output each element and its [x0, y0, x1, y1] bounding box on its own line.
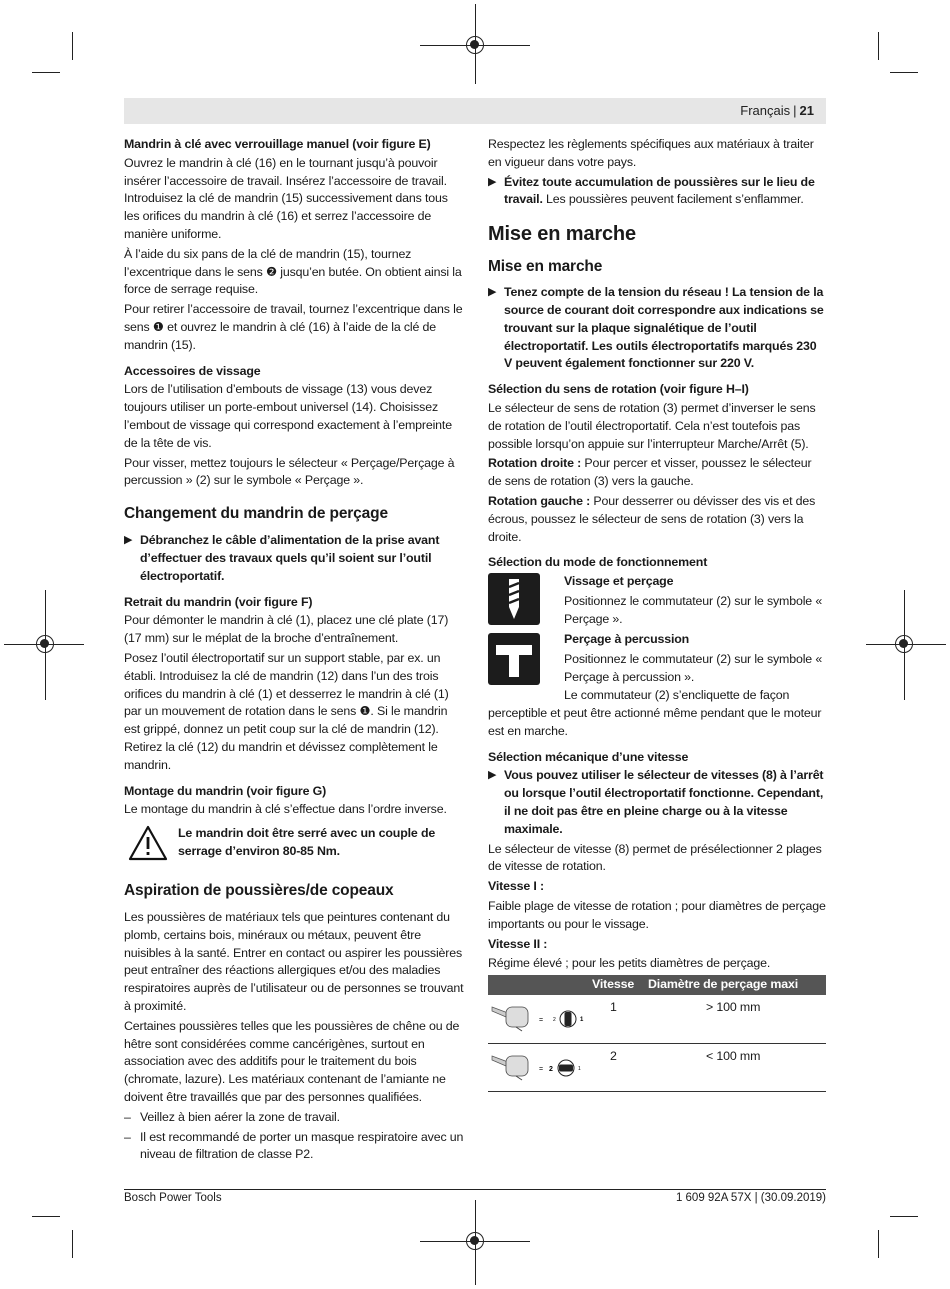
paragraph: [488, 493, 826, 546]
drill-chuck-speed-1-icon: [488, 999, 588, 1039]
mode-text: Positionnez le commutateur (2) sur le symbole « Perçage à percussion ».: [564, 651, 823, 684]
bullet-strong: Évitez toute accumulation de poussières sur le lieu de travail.: [504, 174, 815, 207]
header-language: Français: [740, 103, 791, 118]
paragraph: Régime élevé ; pour les petits diamètres de perçage.: [488, 956, 771, 971]
warning-bullet: [124, 532, 464, 585]
registration-mark: [466, 36, 484, 54]
paragraph: Le montage du mandrin à clé s’effectue dans l’ordre inverse.: [124, 802, 447, 817]
crop-mark: [32, 1216, 60, 1217]
footer-rule: [124, 1189, 826, 1190]
crop-mark: [890, 1216, 918, 1217]
bullet-text: Tenez compte de la tension du réseau ! La tension de la source de courant doit correspondre aux indications se trouvant sur la plaque signalétique de l’outil électroportatif. Les outils électroportatifs marqués 230 V peuvent également fonctionner sur 220 V.: [504, 285, 824, 371]
warning-bullet: [488, 767, 826, 838]
paragraph: Pour retirer l’accessoire de travail, tournez l’excentrique dans le sens ❶ et ouvrez le mandrin à clé (16) à l’aide de la clé de mandrin (15).: [124, 302, 463, 352]
rotation-right-label: Rotation droite :: [488, 456, 582, 471]
section-heading: Changement du mandrin de perçage: [124, 505, 388, 523]
drill-chuck-speed-2-icon: [488, 1048, 588, 1088]
page-number: 21: [799, 103, 814, 118]
list-item: – Veillez à bien aérer la zone de travail.: [124, 1109, 340, 1124]
list-item-text: Il est recommandé de porter un masque respiratoire avec un niveau de filtration de classe P2.: [140, 1129, 464, 1162]
section-heading: Mise en marche: [488, 258, 603, 276]
paragraph: Certaines poussières telles que les poussières de chêne ou de hêtre sont considérées comme cancérigènes, surtout en association avec des additifs pour le traitement du bois (chromate, lazure). Les matériaux contenant de l’amiante ne doivent être travaillés que par des personnes qualifiées.: [124, 1018, 460, 1105]
warning-note: [124, 825, 464, 867]
table-header-diameter: Diamètre de perçage maxi: [644, 975, 826, 995]
header-separator: |: [793, 103, 797, 118]
paragraph: À l’aide du six pans de la clé de mandrin (15), tournez l’excentrique dans le sens ❷ jusqu’en butée. On obtient ainsi la force de serrage requise.: [124, 246, 462, 297]
paragraph: Respectez les règlements spécifiques aux matériaux à traiter en vigueur dans votre pays.: [488, 137, 814, 169]
crop-mark: [32, 72, 60, 73]
table-row: [488, 1043, 826, 1091]
pic-eq: =: [539, 1017, 543, 1025]
paragraph: [488, 455, 826, 491]
page-header: [124, 98, 826, 124]
paragraph: Les poussières de matériaux tels que peintures contenant du plomb, certains bois, minéraux ou métaux, peuvent être nuisibles à la santé. Entrer en contact ou aspirer les poussières peut entraîner des réactions allergiques et/ou des maladies respiratoires auprès de l’utilisateur ou de personnes se trouvant à proximité.: [124, 910, 464, 1014]
mode-hammer-drill: [488, 631, 826, 689]
drill-mode-icon: [488, 573, 540, 625]
crop-mark: [878, 1230, 879, 1258]
pic-b: 1: [580, 1017, 584, 1024]
section-title: Sélection du sens de rotation (voir figure H–I): [488, 382, 749, 397]
gear-illustration: [488, 1043, 588, 1091]
paragraph: Lors de l’utilisation d’embouts de vissage (13) vous devez toujours utiliser un porte-embout universel (14). Choisissez l’embout de vissage qui correspond exactement à l’empreinte de la tête de vis.: [124, 382, 452, 450]
crop-mark: [72, 1230, 73, 1258]
table-cell-speed: 2: [588, 1043, 644, 1091]
right-column: [488, 136, 826, 1092]
paragraph: Pour visser, mettez toujours le sélecteur « Perçage/Perçage à percussion » (2) sur le symbole « Perçage ».: [124, 455, 455, 488]
speed-label: Vitesse I :: [488, 879, 544, 894]
left-column: [124, 136, 464, 1166]
pic-b: 1: [578, 1065, 581, 1072]
section-title: Sélection mécanique d’une vitesse: [488, 749, 689, 764]
registration-mark: [466, 1232, 484, 1250]
rotation-right-text: Pour percer et visser, poussez le sélecteur de sens de rotation (3) vers la gauche.: [488, 456, 812, 489]
mode-text: Positionnez le commutateur (2) sur le symbole « Perçage ».: [564, 593, 823, 626]
list-item-text: Veillez à bien aérer la zone de travail.: [140, 1109, 340, 1124]
bullet-text: Les poussières peuvent facilement s’enflammer.: [542, 192, 804, 207]
paragraph: Le sélecteur de sens de rotation (3) permet d’inverser le sens de rotation de l’outil électroportatif. Cela n’est toutefois pas possible lorsqu’on appuie sur l’interrupteur Marche/Arrêt (5).: [488, 400, 816, 451]
paragraph: Ouvrez le mandrin à clé (16) en le tournant jusqu’à pouvoir insérer l’accessoire de travail. Insérez l’accessoire de travail. Introduisez la clé de mandrin (15) successivement dans tous les orifices du mandrin à clé (16) et serrez l’accessoire de manière uniforme.: [124, 155, 448, 241]
pic-a: 2: [549, 1065, 553, 1073]
table-header-blank: [488, 975, 588, 995]
header-text: [740, 103, 814, 118]
speed-label: Vitesse II :: [488, 936, 548, 951]
table-cell-speed: 1: [588, 995, 644, 1043]
crop-mark: [72, 32, 73, 60]
section-title: Montage du mandrin (voir figure G): [124, 783, 327, 798]
paragraph: Le commutateur (2) s’encliquette de façon perceptible et peut être actionné même pendant que le moteur est en marche.: [488, 688, 822, 738]
section-title: Accessoires de vissage: [124, 363, 261, 378]
warning-bullet: [488, 174, 826, 210]
paragraph: Le sélecteur de vitesse (8) permet de présélectionner 2 plages de vitesse de rotation.: [488, 841, 822, 874]
list-item: – Il est recommandé de porter un masque respiratoire avec un niveau de filtration de classe P2.: [124, 1129, 464, 1162]
rotation-left-text: Pour desserrer ou dévisser des vis et des écrous, poussez le sélecteur de sens de rotation (3) vers la droite.: [488, 493, 816, 544]
warning-text: Le mandrin doit être serré avec un couple de serrage d’environ 80-85 Nm.: [178, 826, 436, 858]
table-header-row: [488, 975, 826, 995]
footer-doc-id: 1 609 92A 57X | (30.09.2019): [675, 1192, 826, 1204]
arrow-icon: ▶: [124, 534, 133, 547]
hammer-drill-mode-icon: [488, 633, 540, 685]
bullet-text: Débranchez le câble d’alimentation de la prise avant d’effectuer des travaux quels qu’il soient sur l’outil électroportatif.: [140, 533, 440, 583]
section-title: Retrait du mandrin (voir figure F): [124, 594, 313, 609]
crop-mark: [878, 32, 879, 60]
crop-mark: [890, 72, 918, 73]
registration-mark: [895, 635, 913, 653]
chapter-heading: Mise en marche: [488, 223, 636, 246]
registration-mark: [36, 635, 54, 653]
table-cell-diameter: > 100 mm: [644, 995, 826, 1043]
paragraph: Faible plage de vitesse de rotation ; pour diamètres de perçage importants ou pour le vissage.: [488, 898, 826, 931]
warning-bullet: [488, 284, 826, 373]
gear-illustration: [488, 995, 588, 1043]
table-cell-diameter: < 100 mm: [644, 1043, 826, 1091]
warning-triangle-icon: [128, 825, 168, 861]
table-row: [488, 995, 826, 1043]
bullet-text: Vous pouvez utiliser le sélecteur de vitesses (8) à l’arrêt ou lorsque l’outil électroportatif fonctionne. Cependant, il ne doit pas être en pleine charge ou à la vitesse maximale.: [504, 768, 824, 836]
arrow-icon: ▶: [488, 286, 497, 299]
pic-a: 2: [553, 1017, 556, 1024]
paragraph: Posez l’outil électroportatif sur un support stable, par ex. un établi. Introduisez la clé de mandrin (12) dans l’un des trois orifices du mandrin à clé (1) et desserrez le mandrin à clé (1) par un mouvement de rotation dans le sens ❶. Si le mandrin est grippé, donnez un petit coup sur la clé de mandrin (12). Retirez la clé (12) du mandrin et dévissez complètement le mandrin.: [124, 650, 449, 772]
footer-brand: Bosch Power Tools: [124, 1192, 222, 1204]
table-header-speed: Vitesse: [588, 975, 644, 995]
section-heading: Aspiration de poussières/de copeaux: [124, 882, 394, 900]
pic-eq: =: [539, 1065, 543, 1073]
speed-table: [488, 975, 826, 1092]
arrow-icon: ▶: [488, 769, 497, 782]
section-title: Mandrin à clé avec verrouillage manuel (voir figure E): [124, 137, 431, 151]
paragraph: Pour démonter le mandrin à clé (1), placez une clé plate (17) (17 mm) sur le méplat de la broche d’entraînement.: [124, 613, 449, 646]
mode-drill: [488, 573, 826, 631]
rotation-left-label: Rotation gauche :: [488, 493, 591, 508]
mode-title: Perçage à percussion: [564, 632, 690, 647]
arrow-icon: ▶: [488, 175, 497, 188]
section-title: Sélection du mode de fonctionnement: [488, 555, 708, 570]
mode-title: Vissage et perçage: [564, 574, 674, 589]
